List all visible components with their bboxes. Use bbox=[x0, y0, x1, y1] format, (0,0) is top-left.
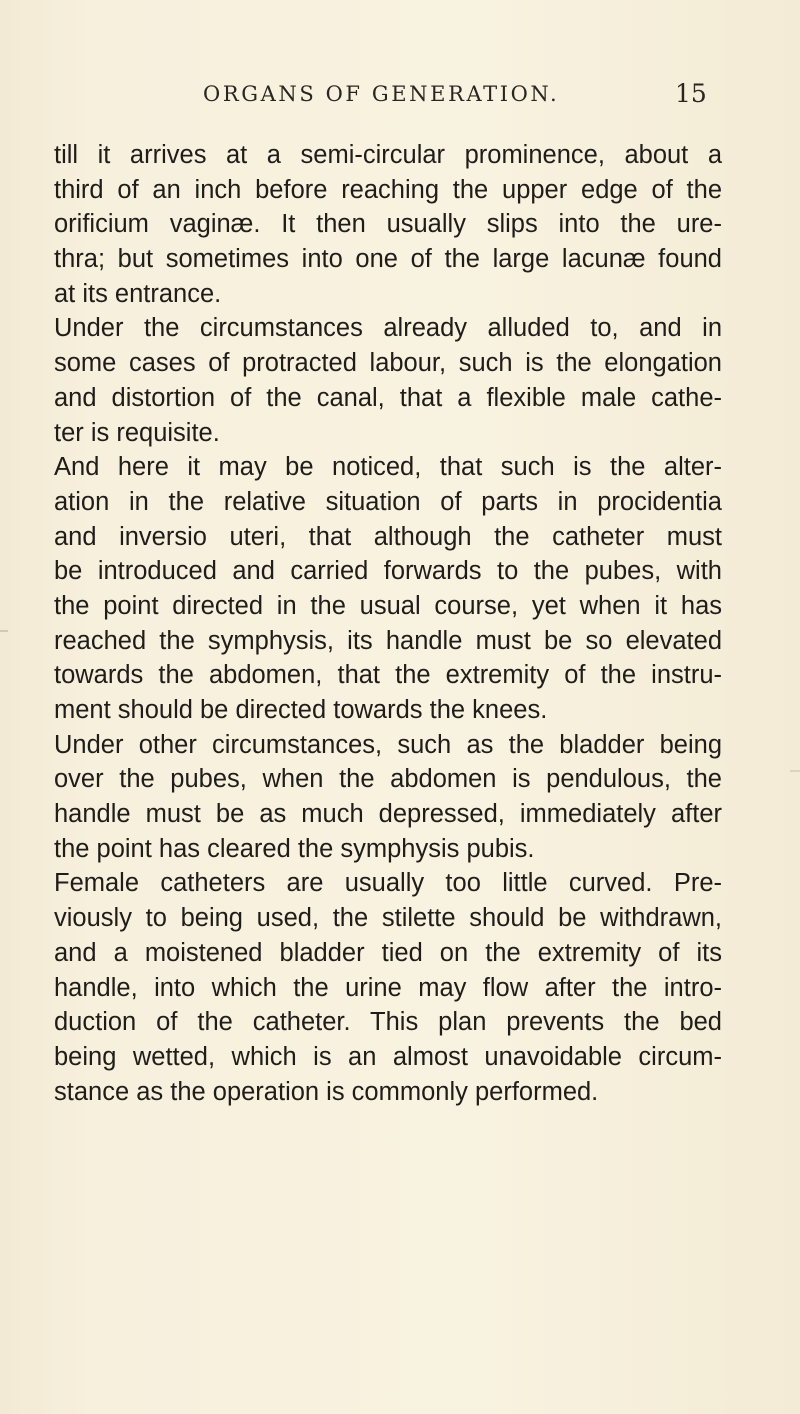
text-line: the point has cleared the symphysis pubis. bbox=[54, 834, 535, 863]
text-line: Under other circumstances, such as the bladder being bbox=[54, 730, 722, 759]
text-line: duction of the catheter. This plan prevents the bed bbox=[54, 1008, 722, 1037]
body-text bbox=[54, 138, 722, 1109]
text-line: at its entrance. bbox=[54, 279, 222, 308]
text-line: thra; but sometimes into one of the large lacunæ found bbox=[54, 245, 722, 274]
text-line: the point directed in the usual course, yet when it has bbox=[54, 591, 722, 620]
page-header bbox=[0, 79, 800, 116]
text-line: over the pubes, when the abdomen is pendulous, the bbox=[54, 765, 722, 794]
text-line: towards the abdomen, that the extremity of the instru- bbox=[54, 661, 722, 690]
text-line: stance as the operation is commonly performed. bbox=[54, 1077, 599, 1106]
text-line: being wetted, which is an almost unavoidable circum- bbox=[54, 1042, 722, 1071]
text-line: reached the symphysis, its handle must be so elevated bbox=[54, 626, 722, 655]
text-line: till it arrives at a semi-circular prominence, about a bbox=[54, 141, 722, 169]
text-line: handle, into which the urine may flow after the intro- bbox=[54, 973, 722, 1002]
text-line: viously to being used, the stilette should be withdrawn, bbox=[54, 904, 722, 933]
text-line: ment should be directed towards the knees. bbox=[54, 696, 548, 724]
text-line: orificium vaginæ. It then usually slips into the ure- bbox=[54, 210, 722, 239]
text-line: Female catheters are usually too little curved. Pre- bbox=[54, 869, 722, 898]
text-line: ter is requisite. bbox=[54, 418, 220, 447]
running-head: ORGANS OF GENERATION. bbox=[203, 82, 560, 106]
text-line: be introduced and carried forwards to the pubes, with bbox=[54, 557, 722, 586]
text-line: and distortion of the canal, that a flexible male cathe- bbox=[54, 383, 722, 412]
text-line: third of an inch before reaching the upper edge of the bbox=[54, 175, 722, 204]
text-line: and a moistened bladder tied on the extremity of its bbox=[54, 938, 722, 967]
text-line: ation in the relative situation of parts in procidentia bbox=[54, 487, 722, 516]
text-line: And here it may be noticed, that such is the alter- bbox=[54, 453, 722, 482]
page-mark bbox=[790, 770, 800, 772]
page-number: 15 bbox=[675, 79, 707, 108]
text-line: Under the circumstances already alluded to, and in bbox=[54, 314, 722, 343]
text-line: and inversio uteri, that although the catheter must bbox=[54, 522, 722, 551]
page-mark bbox=[0, 630, 8, 632]
text-line: some cases of protracted labour, such is the elongation bbox=[54, 349, 722, 378]
text-line: handle must be as much depressed, immediately after bbox=[54, 800, 722, 829]
